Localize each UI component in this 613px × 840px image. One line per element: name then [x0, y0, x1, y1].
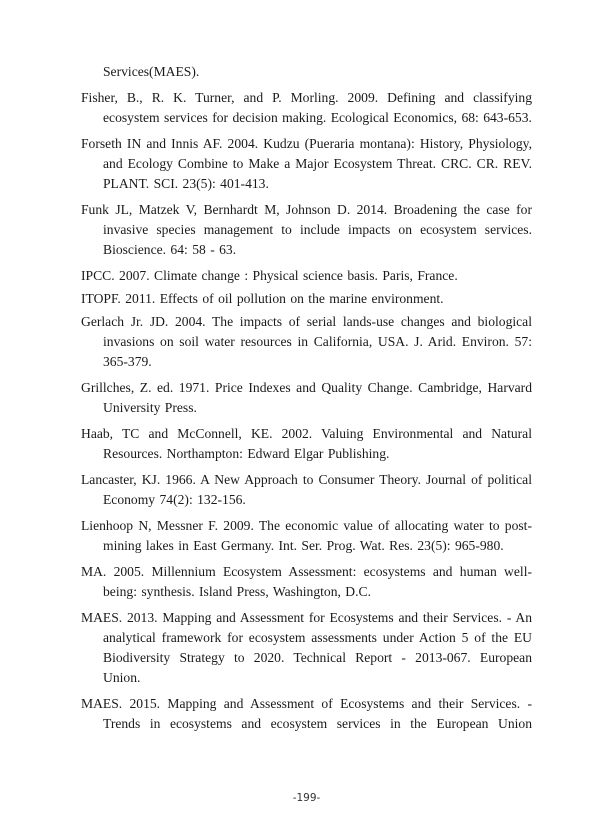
reference-entry: Funk JL, Matzek V, Bernhardt M, Johnson D. 2014. Broadening the case for invasive species management to include impacts on ecosystem services. Bioscience. 64: 58 - 63. — [81, 202, 532, 257]
reference-entry: Lienhoop N, Messner F. 2009. The economic value of allocating water to post-mining lakes in East Germany. Int. Ser. Prog. Wat. Res. 23(5): 965-980. — [81, 518, 532, 553]
reference-continuation: Services(MAES). — [103, 64, 200, 79]
reference-entry: ITOPF. 2011. Effects of oil pollution on the marine environment. — [81, 291, 444, 306]
reference-entry: Lancaster, KJ. 1966. A New Approach to Consumer Theory. Journal of political Economy 74(2): 132-156. — [81, 472, 532, 507]
reference-entry: Grillches, Z. ed. 1971. Price Indexes and Quality Change. Cambridge, Harvard University Press. — [81, 380, 532, 415]
reference-entry: IPCC. 2007. Climate change : Physical science basis. Paris, France. — [81, 268, 458, 283]
reference-entry: Haab, TC and McConnell, KE. 2002. Valuing Environmental and Natural Resources. Northampton: Edward Elgar Publishing. — [81, 426, 532, 461]
reference-list — [81, 62, 532, 740]
reference-entry: Forseth IN and Innis AF. 2004. Kudzu (Pueraria montana): History, Physiology, and Ecology Combine to Make a Major Ecosystem Threat. CRC. CR. REV. PLANT. SCI. 23(5): 401-413. — [81, 136, 532, 191]
reference-entry: MAES. 2015. Mapping and Assessment of Ecosystems and their Services. - Trends in ecosystems and ecosystem services in the European Union — [81, 696, 532, 731]
reference-entry: MA. 2005. Millennium Ecosystem Assessment: ecosystems and human well-being: synthesis. Island Press, Washington, D.C. — [81, 564, 532, 599]
page-number: -199- — [292, 792, 321, 804]
reference-entry: MAES. 2013. Mapping and Assessment for Ecosystems and their Services. - An analytical framework for ecosystem assessments under Action 5 of the EU Biodiversity Strategy to 2020. Technical Report - 2013-067. European Union. — [81, 610, 532, 685]
reference-entry: Fisher, B., R. K. Turner, and P. Morling. 2009. Defining and classifying ecosystem services for decision making. Ecological Economics, 68: 643-653. — [81, 90, 532, 125]
reference-entry: Gerlach Jr. JD. 2004. The impacts of serial lands-use changes and biological invasions on soil water resources in California, USA. J. Arid. Environ. 57: 365-379. — [81, 314, 532, 369]
